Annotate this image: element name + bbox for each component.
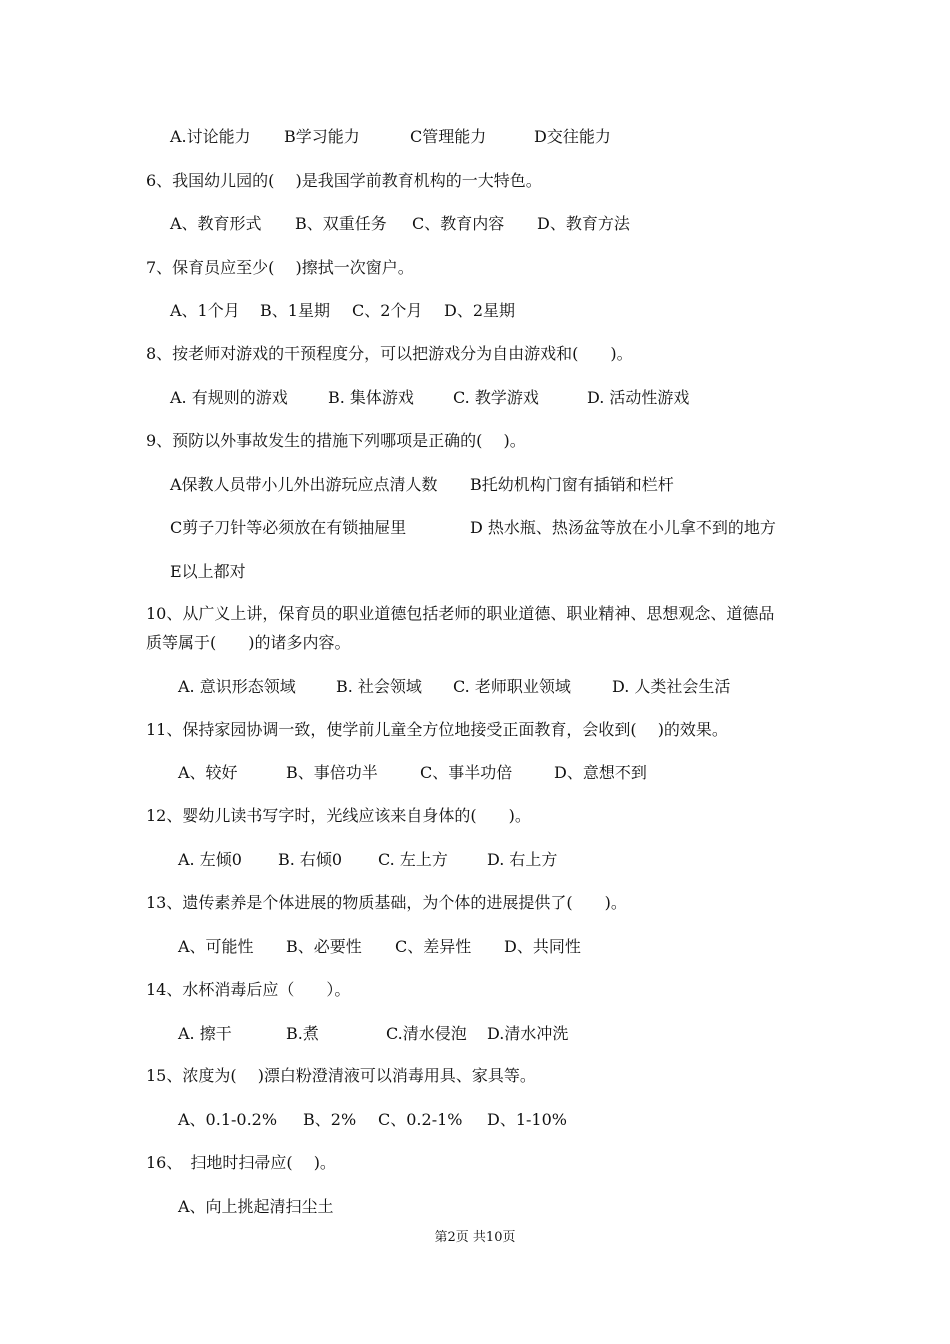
q12-option-a: A. 左倾0	[178, 850, 242, 869]
q10-option-a: A. 意识形态领域	[178, 677, 296, 696]
q9-option-b: B托幼机构门窗有插销和栏杆	[470, 475, 674, 494]
q9-option-a: A保教人员带小儿外出游玩应点清人数	[170, 475, 438, 494]
q15-option-d: D、1-10%	[487, 1110, 567, 1129]
q6-stem: 6、我国幼儿园的( )是我国学前教育机构的一大特色。	[146, 171, 542, 190]
q7-option-c: C、2个月	[352, 301, 423, 320]
q11-option-d: D、意想不到	[554, 763, 647, 782]
q6-option-b: B、双重任务	[295, 214, 387, 233]
q13-option-d: D、共同性	[504, 937, 581, 956]
q12-option-b: B. 右倾0	[278, 850, 343, 869]
q12-stem: 12、婴幼儿读书写字时，光线应该来自身体的( )。	[146, 806, 531, 825]
q12-option-c: C. 左上方	[378, 850, 448, 869]
q9-option-e: E以上都对	[170, 562, 246, 581]
q13-option-b: B、必要性	[286, 937, 362, 956]
q13-stem: 13、遗传素养是个体进展的物质基础，为个体的进展提供了( )。	[146, 893, 627, 912]
q9-option-c: C剪子刀针等必须放在有锁抽屉里	[170, 518, 407, 537]
q11-stem: 11、保持家园协调一致，使学前儿童全方位地接受正面教育，会收到( )的效果。	[146, 720, 728, 739]
q9-stem: 9、预防以外事故发生的措施下列哪项是正确的( )。	[146, 431, 526, 450]
q8-stem: 8、按老师对游戏的干预程度分，可以把游戏分为自由游戏和( )。	[146, 344, 633, 363]
q7-option-d: D、2星期	[444, 301, 516, 320]
q16-option-a: A、向上挑起清扫尘土	[178, 1197, 334, 1216]
q6-option-d: D、教育方法	[537, 214, 630, 233]
q15-option-a: A、0.1-0.2%	[178, 1110, 278, 1129]
q7-stem: 7、保育员应至少( )擦拭一次窗户。	[146, 258, 414, 277]
q14-option-a: A. 擦干	[178, 1024, 232, 1043]
q5-option-d: D交往能力	[534, 127, 611, 146]
q11-option-c: C、事半功倍	[420, 763, 513, 782]
q8-option-c: C. 教学游戏	[453, 388, 539, 407]
q9-option-d: D 热水瓶、热汤盆等放在小儿拿不到的地方	[470, 518, 776, 537]
q5-option-b: B学习能力	[284, 127, 360, 146]
q7-option-a: A、1个月	[170, 301, 240, 320]
q10-option-b: B. 社会领域	[336, 677, 422, 696]
q16-stem: 16、 扫地时扫帚应( )。	[146, 1153, 336, 1172]
q5-option-a: A.讨论能力	[170, 127, 251, 146]
q14-option-c: C.清水侵泡	[386, 1024, 467, 1043]
q10-option-d: D. 人类社会生活	[612, 677, 731, 696]
q11-option-a: A、较好	[178, 763, 238, 782]
q11-option-b: B、事倍功半	[286, 763, 378, 782]
q14-stem: 14、水杯消毒后应（ ）。	[146, 980, 351, 999]
q7-option-b: B、1星期	[260, 301, 330, 320]
q6-option-a: A、教育形式	[170, 214, 262, 233]
q15-stem: 15、浓度为( )漂白粉澄清液可以消毒用具、家具等。	[146, 1066, 536, 1085]
q5-option-c: C管理能力	[410, 127, 487, 146]
q12-option-d: D. 右上方	[487, 850, 558, 869]
q8-option-d: D. 活动性游戏	[587, 388, 690, 407]
q8-option-b: B. 集体游戏	[328, 388, 414, 407]
q15-option-c: C、0.2-1%	[378, 1110, 463, 1129]
q15-option-b: B、2%	[303, 1110, 357, 1129]
q10-stem-line2: 质等属于( )的诸多内容。	[146, 633, 351, 652]
q14-option-b: B.煮	[286, 1024, 319, 1043]
q10-stem-line1: 10、从广义上讲，保育员的职业道德包括老师的职业道德、职业精神、思想观念、道德品	[146, 604, 775, 623]
q13-option-c: C、差异性	[395, 937, 472, 956]
q6-option-c: C、教育内容	[412, 214, 505, 233]
q10-option-c: C. 老师职业领域	[453, 677, 571, 696]
q8-option-a: A. 有规则的游戏	[170, 388, 288, 407]
q14-option-d: D.清水冲洗	[487, 1024, 569, 1043]
q13-option-a: A、可能性	[178, 937, 254, 956]
page-number-footer: 第2页 共10页	[434, 1230, 516, 1245]
